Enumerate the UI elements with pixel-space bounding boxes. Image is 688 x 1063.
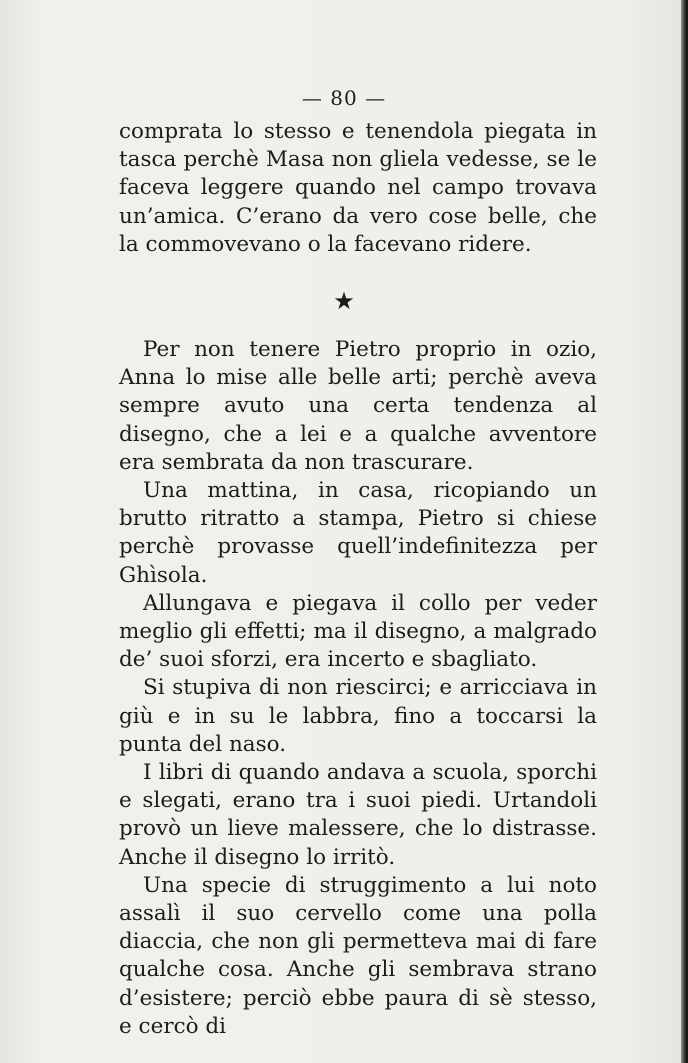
paragraph: Per non tenere Pietro proprio in ozio, Anna lo mise alle belle arti; perchè aveva sempre avuto una certa tendenza al disegno, che a lei e a qualche avventore era sembrata da non trascurare.	[119, 337, 597, 475]
section-separator-star-icon: ★	[333, 287, 355, 315]
paragraph: Una mattina, in casa, ricopiando un brutto ritratto a stampa, Pietro si chiese perchè provasse quell’indefinitezza per Ghìsola.	[119, 478, 597, 588]
paragraph: I libri di quando andava a scuola, sporchi e slegati, erano tra i suoi piedi. Urtandoli provò un lieve malessere, che lo distrasse. Anche il disegno lo irritò.	[119, 760, 597, 870]
text-block-top	[119, 118, 597, 259]
paragraph: comprata lo stesso e tenendola piegata in tasca perchè Masa non gliela vedesse, se le faceva leggere quando nel campo trovava un’amica. C’erano da vero cose belle, che la commovevano o la facevano ridere.	[119, 119, 597, 257]
paragraph: Una specie di struggimento a lui noto assalì il suo cervello come una polla diaccia, che non gli permetteva mai di fare qualche cosa. Anche gli sembrava strano d’esistere; perciò ebbe paura di sè stesso, e cercò di	[119, 872, 597, 1039]
page-edge-shadow	[681, 0, 688, 1063]
text-block-bottom	[119, 336, 597, 1041]
paragraph: Allungava e piegava il collo per veder meglio gli effetti; ma il disegno, a malgrado de’ suoi sforzi, era incerto e sbagliato.	[119, 590, 597, 673]
paragraph: Si stupiva di non riescirci; e arricciava in giù e in su le labbra, fino a toccarsi la punta del naso.	[119, 675, 597, 757]
page-number: — 80 —	[301, 86, 387, 110]
